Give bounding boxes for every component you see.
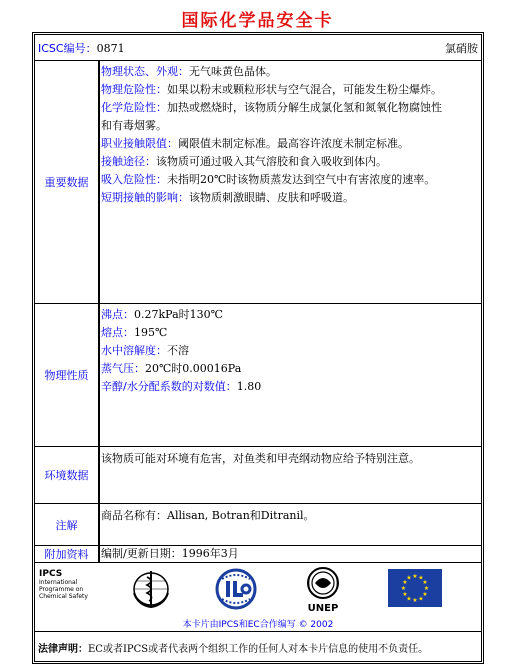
- data-line: 熔点：195℃: [101, 326, 168, 339]
- additional-info-section: [35, 546, 481, 563]
- legal-notice: 法律声明：EC或者IPCS或者代表两个组织工作的任何人对本卡片信息的使用不负责任。: [38, 644, 429, 655]
- who-emblem-icon: [128, 567, 174, 611]
- footer-logos: [35, 563, 481, 632]
- data-line: 吸入危险性：未指明20℃时该物质蒸发达到空气中有害浓度的速率。: [101, 173, 436, 186]
- ipcs-logo: IPCS International Programme on Chemical Safety: [39, 569, 88, 600]
- data-line: 接触途径：该物质可通过吸入其气溶胶和食入吸收到体内。: [101, 155, 387, 168]
- unep-logo: [301, 567, 345, 614]
- data-line: 短期接触的影响：该物质刺激眼睛、皮肤和呼吸道。: [101, 191, 354, 204]
- section-label: 环境数据: [35, 447, 99, 503]
- svg-text:★: ★: [406, 595, 412, 603]
- environmental-data-body: [99, 447, 481, 503]
- svg-text:★: ★: [402, 591, 408, 598]
- physical-properties-section: [35, 304, 481, 447]
- unep-label: UNEP: [307, 603, 339, 614]
- ilo-emblem-icon: [213, 567, 259, 611]
- svg-text:★: ★: [418, 595, 424, 603]
- card-title: 国际化学品安全卡: [181, 11, 334, 31]
- svg-text:★: ★: [412, 597, 418, 604]
- section-label: 物理性质: [35, 304, 99, 446]
- icsc-code: ICSC编号：0871: [38, 41, 125, 55]
- data-line: 和有毒烟雾。: [101, 119, 167, 132]
- environmental-data-section: [35, 447, 481, 504]
- data-line: 化学危险性：加热或燃烧时，该物质分解生成氯化氢和氮氧化物腐蚀性: [101, 101, 442, 114]
- chemical-name: 氯硝胺: [445, 41, 478, 55]
- section-label: 重要数据: [35, 61, 99, 303]
- svg-text:★: ★: [400, 585, 407, 592]
- safety-card: [32, 32, 484, 664]
- card-header: [35, 35, 481, 61]
- section-label: 附加资料: [35, 546, 99, 562]
- svg-text:★: ★: [412, 573, 418, 580]
- svg-text:★: ★: [422, 579, 428, 586]
- section-label: 注解: [35, 504, 99, 545]
- notes-section: [35, 504, 481, 546]
- data-line: 该物质可能对环境有危害，对鱼类和甲壳纲动物应给予特别注意。: [101, 452, 420, 465]
- data-line: 物理状态、外观：无气味黄色晶体。: [101, 65, 277, 78]
- svg-text:★: ★: [406, 574, 412, 582]
- important-data-body: [99, 61, 481, 303]
- data-line: 职业接触限值：阈限值未制定标准。最高容许浓度未制定标准。: [101, 137, 409, 150]
- data-line: 商品名称有：Allisan, Botran和Ditranil。: [101, 509, 315, 522]
- data-line: 水中溶解度：不溶: [101, 344, 189, 357]
- data-line: 蒸气压：20℃时0.00016Pa: [101, 362, 242, 375]
- unep-emblem-icon: [301, 567, 345, 601]
- data-line: 沸点：0.27kPa时130℃: [101, 308, 223, 321]
- svg-text:★: ★: [418, 574, 424, 582]
- physical-properties-body: [99, 304, 481, 446]
- svg-text:★: ★: [423, 585, 430, 592]
- svg-text:★: ★: [422, 591, 428, 598]
- notes-body: [99, 504, 481, 545]
- data-line: 物理危险性：如果以粉末或颗粒形状与空气混合，可能发生粉尘爆炸。: [101, 83, 442, 96]
- data-line: 编制/更新日期：1996年3月: [101, 547, 239, 560]
- eu-flag-icon: [388, 569, 442, 607]
- svg-text:★: ★: [402, 579, 408, 586]
- important-data-section: [35, 61, 481, 304]
- data-line: 辛醇/水分配系数的对数值：1.80: [101, 380, 262, 393]
- additional-info-body: [99, 546, 481, 562]
- credit-line: 本卡片由IPCS和EC合作编写 © 2002: [182, 620, 334, 630]
